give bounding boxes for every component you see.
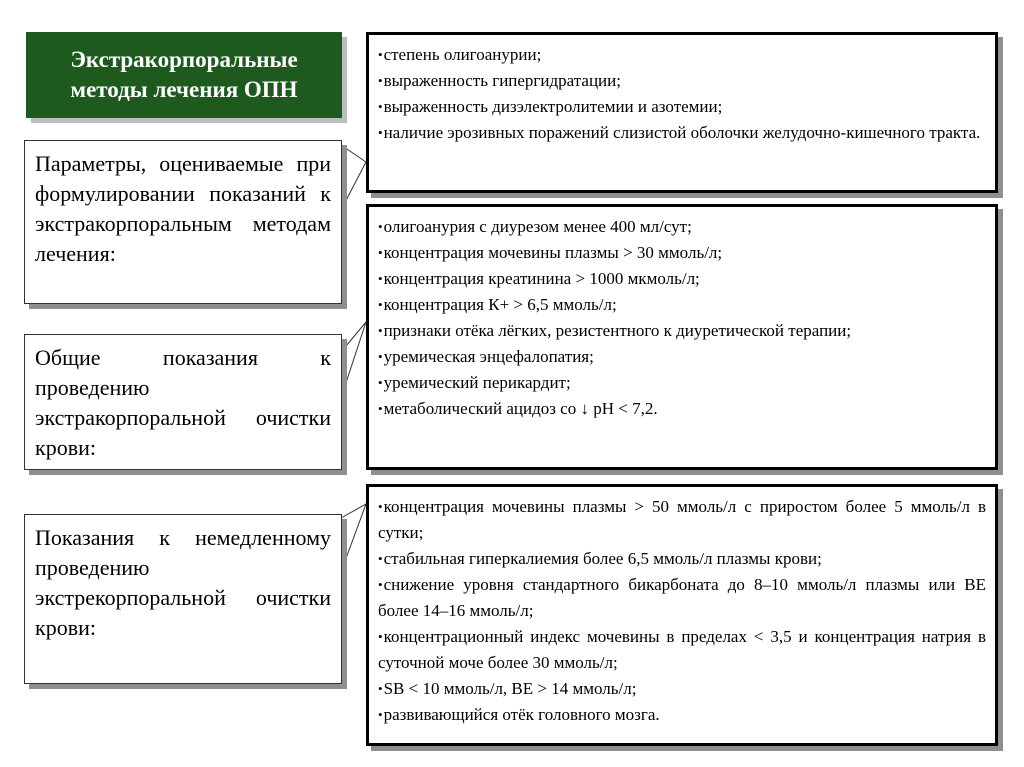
bullet-icon: • (378, 219, 383, 234)
callout-tail-2 (341, 322, 366, 398)
list-item: •концентрация мочевины плазмы > 50 ммоль/л с приростом более 5 ммоль/л в сутки; (378, 497, 986, 542)
bullet-icon: • (378, 125, 383, 140)
bullet-icon: • (378, 499, 383, 514)
info-box-parameters (366, 32, 998, 193)
bullet-icon: • (378, 47, 383, 62)
bullet-icon: • (378, 349, 383, 364)
bullet-icon: • (378, 73, 383, 88)
list-item: •наличие эрозивных поражений слизистой оболочки желудочно-кишечного тракта. (378, 123, 981, 142)
list-item: •концентрация креатинина > 1000 мкмоль/л; (378, 269, 700, 288)
bullet-icon: • (378, 375, 383, 390)
slide-title: Экстракорпоральные методы лечения ОПН (26, 32, 342, 118)
list-item: •метаболический ацидоз со ↓ рН < 7,2. (378, 399, 658, 418)
bullet-icon: • (378, 245, 383, 260)
immediate-indications-list (378, 494, 986, 728)
list-item: •концентрационный индекс мочевины в пределах < 3,5 и концентрация натрия в суточной моче более 30 ммоль/л; (378, 627, 986, 672)
bullet-icon: • (378, 99, 383, 114)
label-parameters-text: Параметры, оцениваемые при формулировании показаний к экстракорпоральным методам лечения: (35, 151, 331, 266)
list-item: •развивающийся отёк головного мозга. (378, 705, 660, 724)
bullet-icon: • (378, 271, 383, 286)
list-item: •стабильная гиперкалиемия более 6,5 ммоль/л плазмы крови; (378, 549, 822, 568)
list-item: •концентрация К+ > 6,5 ммоль/л; (378, 295, 617, 314)
list-item: •признаки отёка лёгких, резистентного к диуретической терапии; (378, 321, 852, 340)
label-immediate-indications-text: Показания к немедленному проведению экстрекорпоральной очистки крови: (35, 525, 331, 640)
label-box-immediate-indications (24, 514, 342, 684)
callout-tail-3 (341, 504, 366, 572)
bullet-icon: • (378, 297, 383, 312)
label-box-general-indications (24, 334, 342, 470)
parameters-list (378, 42, 986, 146)
label-general-indications-text: Общие показания к проведению экстракорпоральной очистки крови: (35, 345, 331, 460)
bullet-icon: • (378, 401, 383, 416)
bullet-icon: • (378, 681, 383, 696)
info-box-immediate-indications (366, 484, 998, 746)
bullet-icon: • (378, 707, 383, 722)
bullet-icon: • (378, 323, 383, 338)
general-indications-list (378, 214, 986, 422)
bullet-icon: • (378, 629, 383, 644)
list-item: •олигоанурия с диурезом менее 400 мл/сут; (378, 217, 692, 236)
list-item: •выраженность гипергидратации; (378, 71, 621, 90)
callout-tail-1 (341, 145, 366, 210)
list-item: •уремическая энцефалопатия; (378, 347, 594, 366)
list-item: •выраженность дизэлектролитемии и азотемии; (378, 97, 723, 116)
list-item: •уремический перикардит; (378, 373, 571, 392)
list-item: •SB < 10 ммоль/л, BE > 14 ммоль/л; (378, 679, 637, 698)
list-item: •снижение уровня стандартного бикарбоната до 8–10 ммоль/л плазмы или BE более 14–16 ммоль/л; (378, 575, 986, 620)
list-item: •концентрация мочевины плазмы > 30 ммоль/л; (378, 243, 723, 262)
info-box-general-indications (366, 204, 998, 470)
bullet-icon: • (378, 577, 383, 592)
label-box-parameters (24, 140, 342, 304)
bullet-icon: • (378, 551, 383, 566)
list-item: •степень олигоанурии; (378, 45, 542, 64)
